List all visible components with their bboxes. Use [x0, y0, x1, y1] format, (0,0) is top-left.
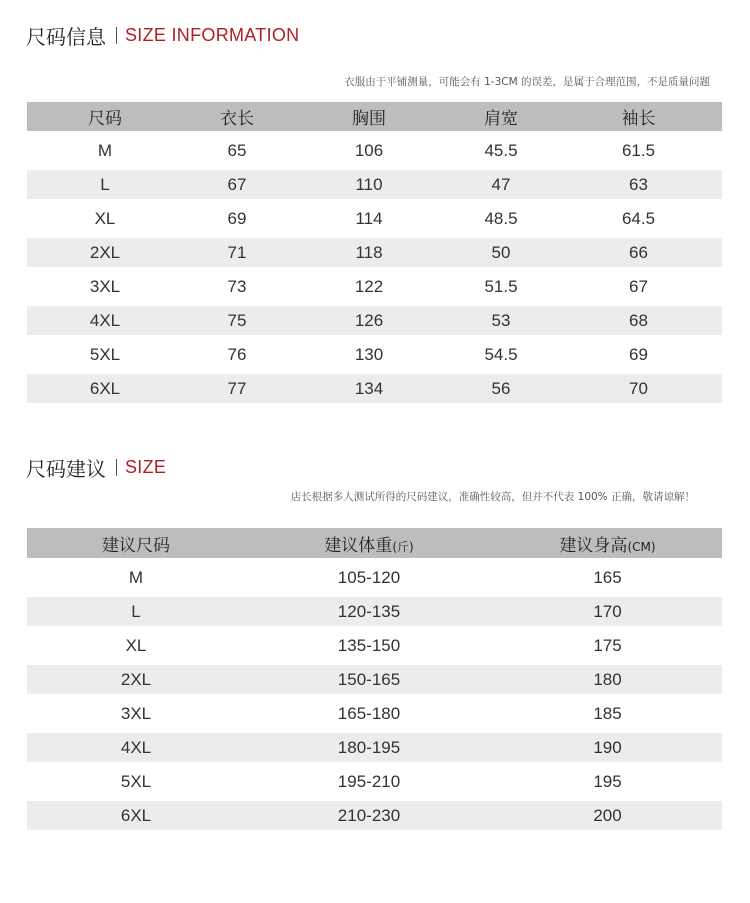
table-cell: 150-165 [245, 665, 493, 694]
table-cell: 126 [291, 306, 447, 335]
table-cell: 50 [447, 238, 555, 267]
table-cell: 2XL [27, 665, 245, 694]
table-cell: 135-150 [337, 635, 401, 655]
table-row [27, 374, 722, 403]
header-chest: 胸围 [291, 102, 447, 131]
table-cell: 2XL [27, 238, 183, 267]
table-cell: 54.5 [484, 344, 518, 364]
table-row [27, 170, 722, 199]
table-cell: 195-210 [337, 771, 401, 791]
size-suggestion-title-en: SIZE [125, 456, 167, 477]
table-cell: 6XL [27, 374, 183, 403]
header-suggested-weight [245, 528, 493, 558]
table-row [27, 238, 722, 267]
table-cell: 70 [555, 374, 722, 403]
table-cell: 75 [183, 306, 291, 335]
table-cell: 77 [183, 374, 291, 403]
suggestion-note: 店长根据多人测试所得的尺码建议，准确性较高，但并不代表 100% 正确，敬请谅解！ [290, 491, 695, 503]
table-row [27, 694, 722, 733]
table-cell: 5XL [89, 344, 121, 364]
table-cell: 45.5 [484, 140, 518, 160]
table-cell: 175 [593, 635, 622, 655]
table-cell: 68 [555, 306, 722, 335]
table-cell: 180-195 [245, 733, 493, 762]
table-cell: L [27, 170, 183, 199]
header-suggested-height [493, 528, 722, 558]
table-cell: 110 [291, 170, 447, 199]
table-cell: 200 [493, 801, 722, 830]
table-row [27, 801, 722, 830]
header-label: 建议体重 [324, 535, 393, 556]
header-unit: (CM) [627, 539, 656, 554]
header-length: 衣长 [183, 102, 291, 131]
size-information-table [27, 102, 722, 403]
table-cell: 61.5 [621, 140, 656, 160]
table-cell: 63 [555, 170, 722, 199]
table-cell: M [128, 567, 144, 587]
table-row [27, 267, 722, 306]
table-row [27, 762, 722, 801]
size-suggestion-table [27, 528, 722, 830]
table-row [27, 335, 722, 374]
table-cell: 48.5 [484, 208, 518, 228]
table-cell: 106 [354, 140, 384, 160]
header-shoulder: 肩宽 [447, 102, 555, 131]
title-divider [116, 459, 117, 476]
table-header-row [27, 102, 722, 131]
table-cell: 114 [355, 208, 383, 228]
header-suggested-size [27, 528, 245, 558]
table-cell: 64.5 [621, 208, 656, 228]
table-cell: 120-135 [245, 597, 493, 626]
table-cell: 69 [227, 208, 247, 228]
table-row [27, 306, 722, 335]
table-cell: M [97, 140, 113, 160]
table-cell: 105-120 [337, 567, 401, 587]
header-label: 建议尺码 [102, 535, 170, 556]
table-cell: L [27, 597, 245, 626]
table-cell: 165-180 [337, 703, 401, 723]
table-row [27, 131, 722, 170]
table-cell: 51.5 [484, 276, 518, 296]
table-cell: 3XL [89, 276, 121, 296]
size-information-title [26, 19, 299, 51]
size-information-title-cn: 尺码信息 [26, 24, 106, 49]
table-cell: 118 [291, 238, 447, 267]
table-cell: 4XL [27, 733, 245, 762]
header-size: 尺码 [27, 102, 183, 131]
table-cell: 4XL [27, 306, 183, 335]
title-divider [116, 27, 117, 44]
table-cell: 66 [555, 238, 722, 267]
table-cell: 67 [629, 276, 648, 296]
header-unit: (斤) [392, 539, 414, 554]
size-suggestion-title [26, 451, 166, 483]
table-cell: 5XL [120, 771, 152, 791]
table-header-row [27, 528, 722, 558]
table-cell: 180 [493, 665, 722, 694]
table-row [27, 665, 722, 694]
table-cell: 170 [493, 597, 722, 626]
size-suggestion-title-cn: 尺码建议 [26, 456, 106, 481]
measurement-note: 衣服由于平铺测量，可能会有 1-3CM 的误差，是属于合理范围，不是质量问题 [344, 76, 710, 88]
table-cell: 122 [354, 276, 384, 296]
table-cell: 67 [183, 170, 291, 199]
table-row [27, 558, 722, 597]
table-cell: 6XL [27, 801, 245, 830]
table-cell: 130 [354, 344, 384, 364]
table-cell: 210-230 [245, 801, 493, 830]
table-cell: 73 [227, 276, 247, 296]
table-cell: XL [94, 208, 116, 228]
table-cell: 56 [447, 374, 555, 403]
table-cell: 71 [183, 238, 291, 267]
table-cell: 76 [227, 344, 247, 364]
header-sleeve: 袖长 [555, 102, 722, 131]
header-label: 建议身高 [559, 535, 628, 556]
table-row [27, 626, 722, 665]
size-information-title-en: SIZE INFORMATION [125, 24, 300, 45]
table-cell: 65 [227, 140, 247, 160]
table-cell: XL [125, 635, 147, 655]
table-row [27, 597, 722, 626]
table-row [27, 199, 722, 238]
table-cell: 190 [493, 733, 722, 762]
table-cell: 195 [593, 771, 622, 791]
table-cell: 53 [447, 306, 555, 335]
table-row [27, 733, 722, 762]
table-cell: 134 [291, 374, 447, 403]
table-cell: 185 [593, 703, 622, 723]
table-cell: 47 [447, 170, 555, 199]
table-cell: 69 [629, 344, 648, 364]
table-cell: 3XL [120, 703, 152, 723]
table-cell: 165 [593, 567, 622, 587]
